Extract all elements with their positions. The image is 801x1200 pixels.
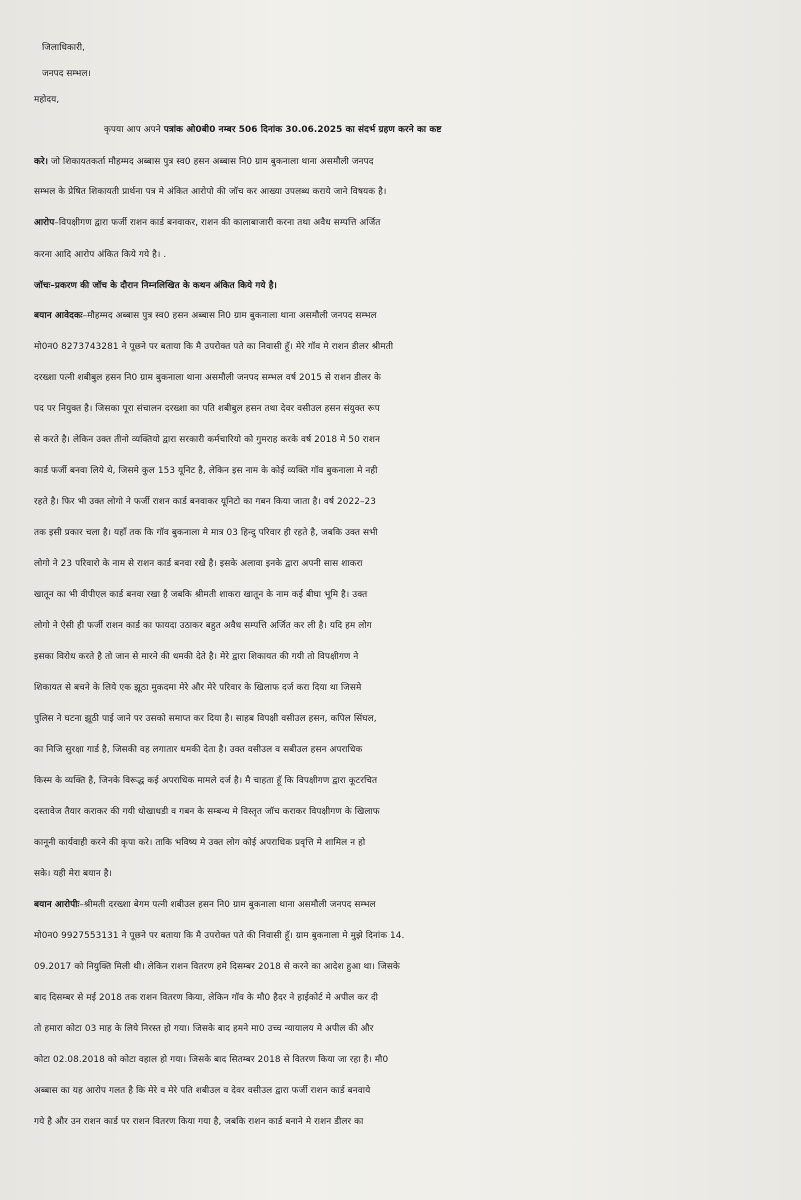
applicant-statement-line: लोगो ने ऐसी ही फर्जी राशन कार्ड का फायदा उठाकर बहुत अवैध सम्पत्ति अर्जित कर ली है। यदि हम लोग [34, 621, 372, 631]
applicant-statement-line: का निजि सुरक्षा गार्ड है, जिसकी वह लगातार धमकी देता है। उक्त वसीउल व सबीउल हसन अपराधिक [34, 745, 363, 755]
addressee-line-2: जनपद सम्भल। [42, 69, 91, 79]
applicant-statement-line: मो0न0 8273743281 ने पूछने पर बताया कि मै उपरोक्त पते का निवासी हूॅ। मेरे गॉव मे राशन डीलर श्रीमती [34, 342, 394, 352]
reference-number: पत्रांक ओ0बी0 नम्बर 506 दिनांक 30.06.2025 का संदर्भ ग्रहण करने का कष्ट [163, 125, 442, 135]
applicant-statement-line: लोगो ने 23 परिवारो के नाम से राशन कार्ड बनवा रखे है। इसके अलावा इनके द्वारा अपनी सास शाकरा [34, 559, 363, 569]
accused-statement-line: गये है और उन राशन कार्ड पर राशन वितरण किया गया है, जबकि राशन कार्ड बनाने मे राशन डीलर का [34, 1117, 364, 1127]
inquiry-heading: जॉचः–प्रकरण की जॉच के दौरान निम्नलिखित के कथन अंकित किये गये है। [34, 281, 277, 291]
addressee-line-1: जिलाधिकारी, [42, 43, 86, 53]
applicant-statement-line: पुलिस ने घटना झूठी पाई जाने पर उसको समाप्त कर दिया है। साहब विपक्षी वसीउल हसन, कपिल सिंघल, [34, 714, 377, 724]
accused-statement-line: मो0न0 9927553131 ने पूछने पर बताया कि मै उपरोक्त पते की निवासी हूॅ। ग्राम बुकनाला मे मुझे दिनांक 14. [34, 931, 405, 941]
accused-label: बयान आरोपीः [34, 900, 80, 910]
applicant-statement-line: तक इसी प्रकार चला है। यहॉं तक कि गॉव बुकनाला मे मात्र 03 हिन्दु परिवार ही रहते है, जबकि उक्त सभी [34, 528, 378, 538]
accused-statement-line: बाद दिसम्बर से मई 2018 तक राशन वितरण किया, लेकिन गॉव के मौ0 हैदर ने हाईकोर्ट मे अपील कर दी [34, 993, 378, 1003]
accused-statement-line: कोटा 02.08.2018 को कोटा वहाल हो गया। जिसके बाद सितम्बर 2018 से वितरण किया जा रहा है। मौ0 [34, 1055, 389, 1065]
intro-text: जो शिकायतकर्ता मौहम्मद अब्बास पुत्र स्व0 हसन अब्बास नि0 ग्राम बुकनाला थाना असमौली जनपद [48, 157, 374, 167]
intro-text: कृपया आप अपने [104, 125, 164, 135]
applicant-statement-line: इसका विरोध करते है तो जान से मारने की धमकी देते है। मेरे द्वारा शिकायत की गयी तो विपक्षीगण ने [34, 652, 359, 662]
accused-statement-line-1 [34, 895, 801, 915]
applicant-text: –मौहम्मद अब्बास पुत्र स्व0 हसन अब्बास नि0 ग्राम बुकनाला थाना असमौली जनपद सम्भल [82, 311, 377, 321]
applicant-statement-line: किस्म के व्यक्ति है, जिनके विरूद्ध कई अपराधिक मामले दर्ज है। मै चाहता हूॅ कि विपक्षीगण द्वारा कूटरचित [34, 776, 378, 786]
allegation-line-1 [34, 213, 801, 233]
applicant-statement-line: पद पर नियुक्त है। जिसका पूरा संचालन दरख्शा का पति शबीबुल हसन तथा देवर वसीउल हसन संयुक्त रूप [34, 404, 380, 414]
applicant-statement-line: शिकायत से बचने के लिये एक झूठा मुकदमा मेरे और मेरे परिवार के खिलाफ दर्ज करा दिया था जिसमे [34, 683, 362, 693]
applicant-statement-line: खातून का भी वीपीएल कार्ड बनवा रखा है जबकि श्रीमती शाकरा खातून के नाम कई बीघा भूमि है। उक्त [34, 590, 368, 600]
accused-statement-line: अब्बास का यह आरोप गलत है कि मेरे व मेरे पति शबीउल व देवर वसीउल द्वारा फर्जी राशन कार्ड बनवाये [34, 1086, 371, 1096]
accused-statement-line: तो हमारा कोटा 03 माह के लिये निरस्त हो गया। जिसके बाद हमने मा0 उच्च न्यायालय मे अपील की और [34, 1024, 374, 1034]
intro-line-2 [34, 152, 801, 172]
applicant-statement-line: कार्ड फर्जी बनवा लिये थे, जिसमे कुल 153 यूनिट है, लेकिन इस नाम के कोई व्यक्ति गॉव बुकनाला मे नही [34, 466, 378, 476]
applicant-statement-line: दरख्शा पत्नी शबीबुल हसन नि0 ग्राम बुकनाला थाना असमौली जनपद सम्भल वर्ष 2015 से राशन डीलर के [34, 373, 381, 383]
salutation: महोदय, [34, 95, 60, 105]
applicant-statement-line-1 [34, 306, 801, 326]
applicant-statement-line: सके। यही मेरा बयान है। [34, 869, 112, 879]
intro-line-1 [104, 120, 801, 140]
intro-bold: करे। [34, 157, 49, 167]
accused-text: –श्रीमती दरख्शा बेगम पत्नी शबीउल हसन नि0 ग्राम बुकनाला थाना असमौली जनपद सम्भल [79, 900, 376, 910]
applicant-statement-line: से करते है। लेकिन उक्त तीनो व्यक्तियो द्वारा सरकारी कर्मचारियो को गुमराह करके वर्ष 2018 मे 50 राशन [34, 435, 380, 445]
allegation-line-2: करना आदि आरोप अंकित किये गये है। . [34, 250, 167, 260]
accused-statement-line: 09.2017 को नियुक्ति मिली थी। लेकिन राशन वितरण हमे दिसम्बर 2018 से करने का आदेश हुआ था। जिसके [34, 962, 400, 972]
applicant-statement-line: रहते है। फिर भी उक्त लोगो ने फर्जी राशन कार्ड बनवाकर यूनिटो का गबन किया जाता है। वर्ष 2022–23 [34, 497, 377, 507]
allegation-text: –विपक्षीगण द्वारा फर्जी राशन कार्ड बनवाकर, राशन की कालाबाजारी करना तथा अवैध सम्पत्ति अर्जित [54, 218, 381, 228]
applicant-label: बयान आवेदकः [34, 311, 83, 321]
applicant-statement-line: कानूनी कार्यवाही करने की कृपा करे। ताकि भविष्य मे उक्त लोग कोई अपराधिक प्रवृत्ति मे शामिल न हो [34, 838, 366, 848]
intro-line-3: सम्भल के प्रेषित शिकायती प्रार्थना पत्र मे अंकित आरोपो की जॉच कर आख्या उपलब्ध कराये जाने विषयक है। [34, 187, 387, 197]
applicant-statement-line: दस्तावेज तैयार कराकर की गयी धोखाधडी व गबन के सम्बन्ध मे विस्तृत जॉच कराकर विपक्षीगण के खिलाफ [34, 807, 380, 817]
allegation-label: आरोप [34, 218, 55, 228]
